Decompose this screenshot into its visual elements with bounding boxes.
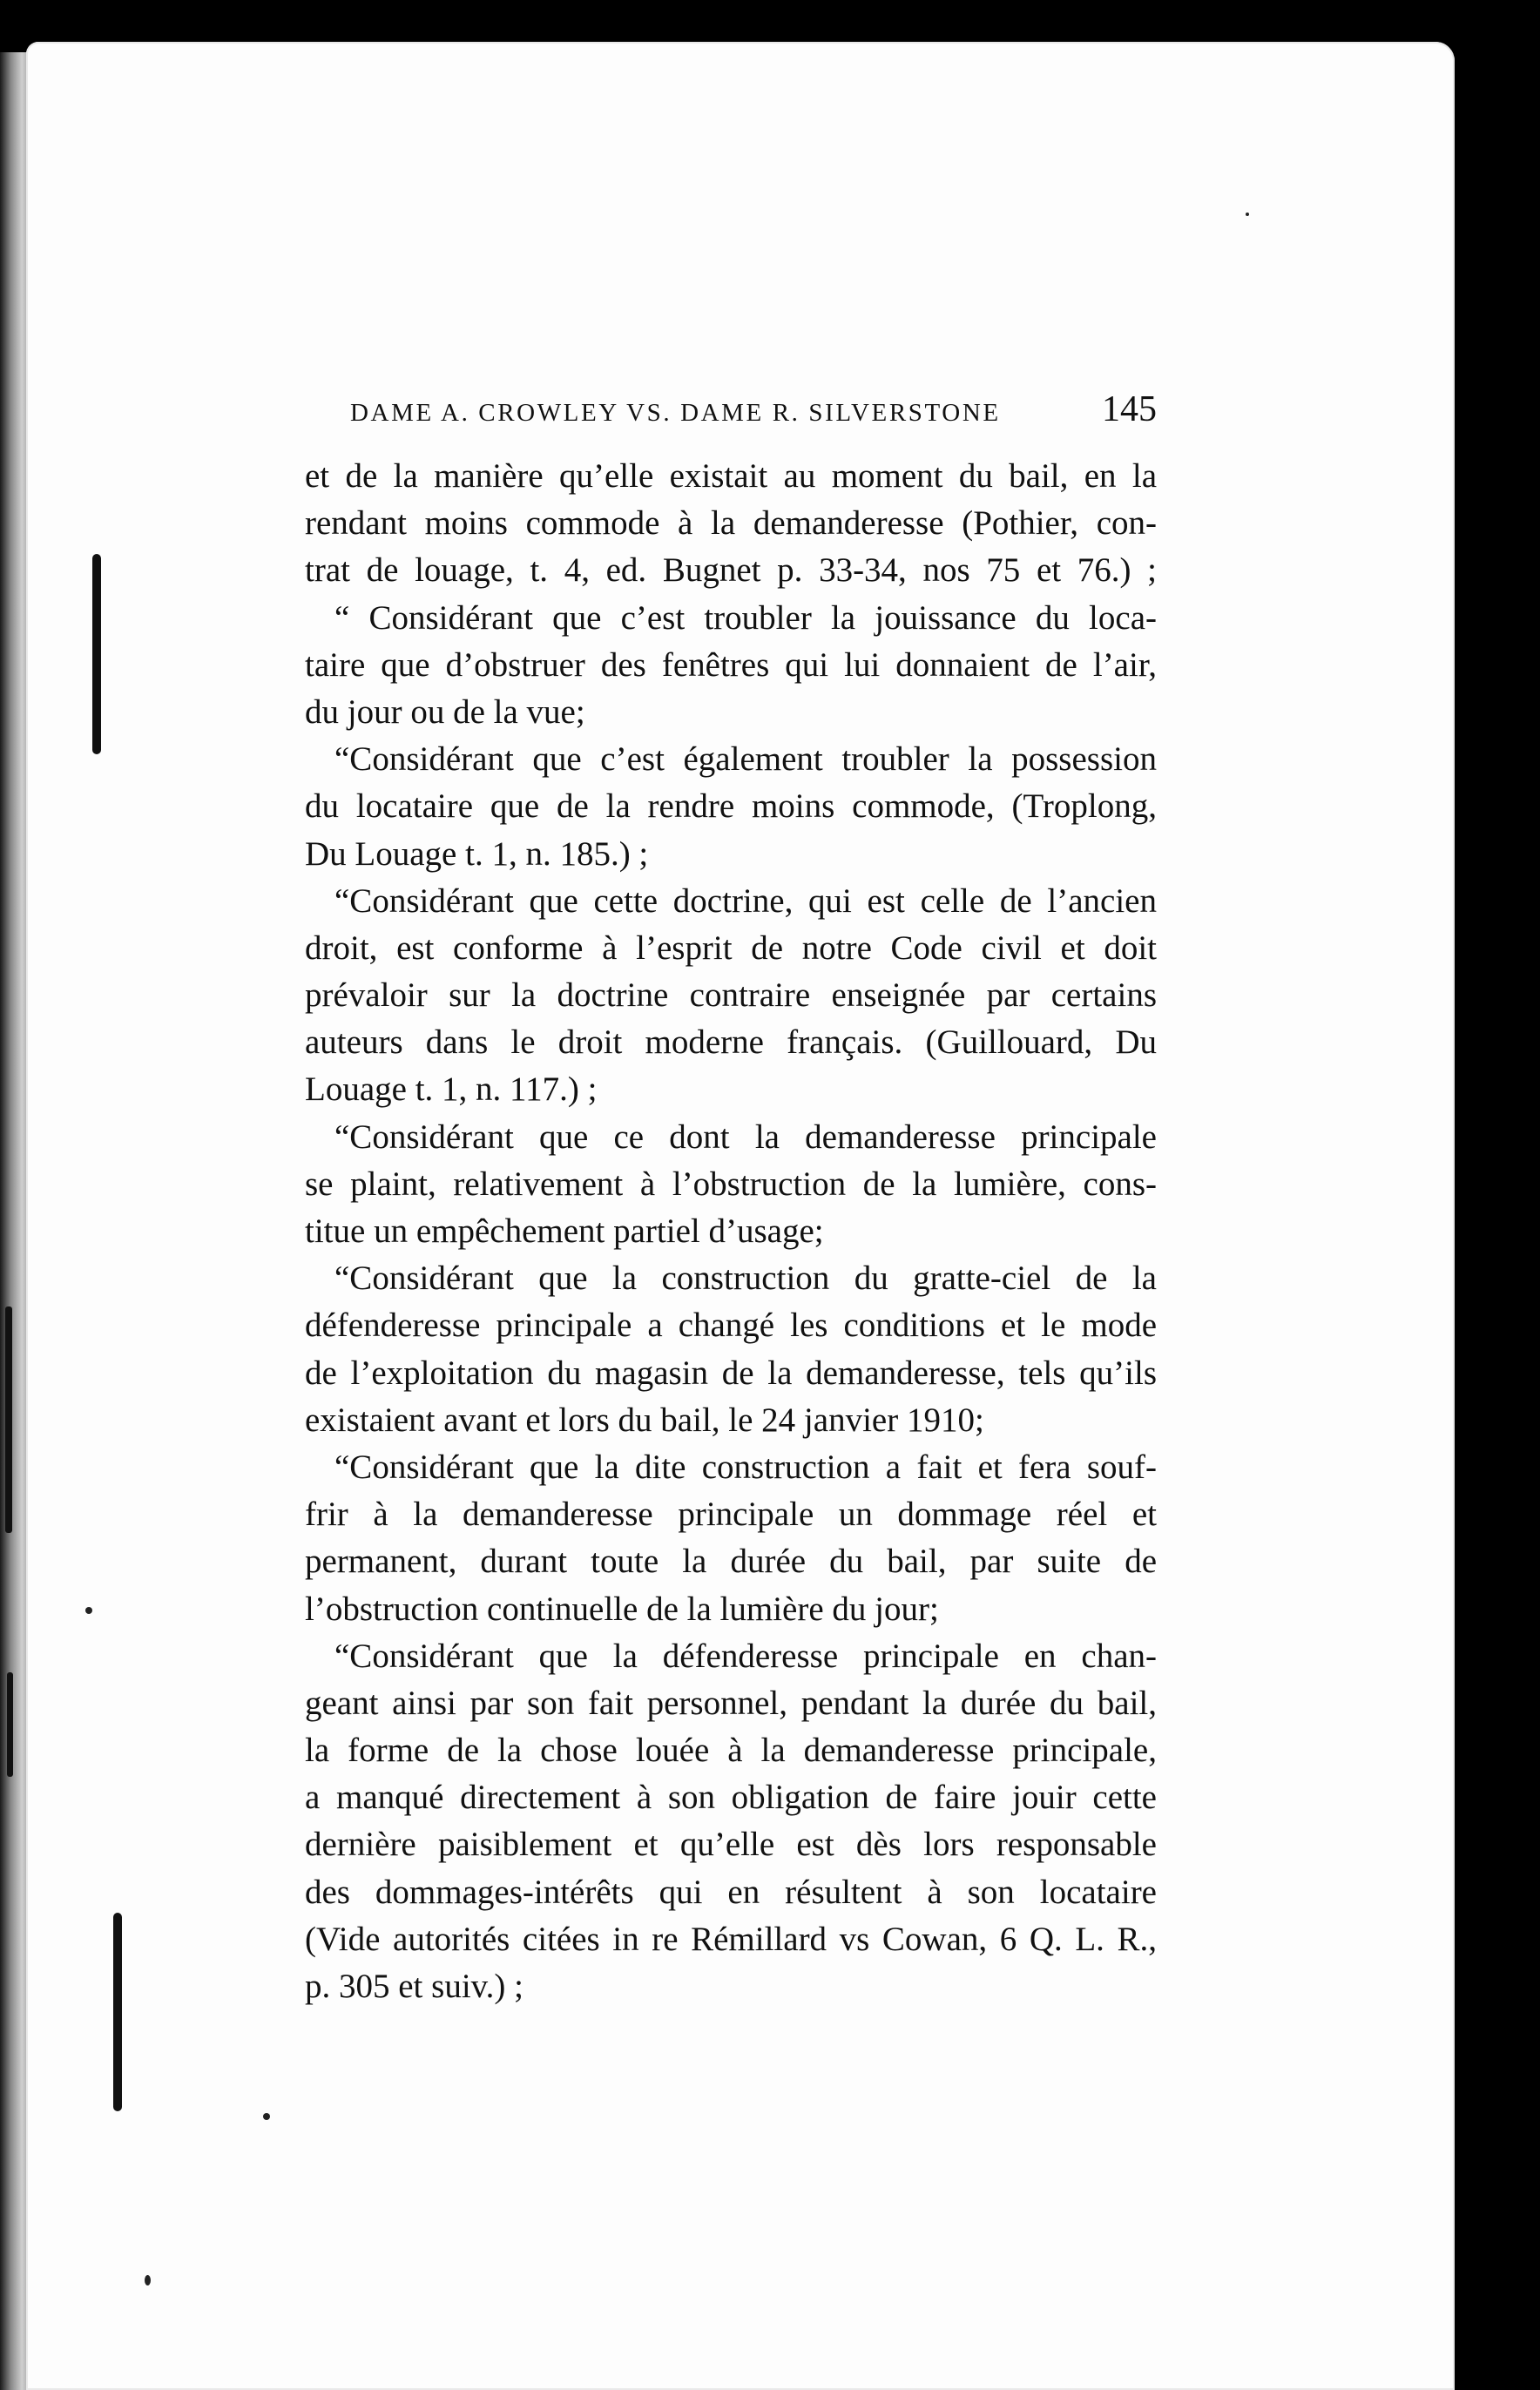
text-line: “ Considérant que c’est troubler la jouissance du loca- [334, 598, 1157, 637]
ink-speck [85, 1607, 92, 1614]
text-line: se plaint, relativement à l’obstruction de la lumière, cons- [305, 1165, 1157, 1203]
text-line: auteurs dans le droit moderne français. (Guillouard, Du [305, 1023, 1157, 1062]
text-line: a manqué directement à son obligation de faire jouir cette [305, 1779, 1157, 1817]
ink-speck [1246, 213, 1249, 216]
margin-rule [92, 554, 101, 754]
text-line: prévaloir sur la doctrine contraire enseignée par certains [305, 976, 1157, 1015]
ink-speck [263, 2113, 270, 2120]
text-line: la forme de la chose louée à la demanderesse principale, [305, 1732, 1157, 1770]
running-head: DAME A. CROWLEY VS. DAME R. SILVERSTONE [350, 399, 1001, 427]
text-line: l’obstruction continuelle de la lumière du jour; [305, 1590, 939, 1628]
text-line: des dommages-intérêts qui en résultent à son locataire [305, 1873, 1157, 1911]
text-line: “Considérant que cette doctrine, qui est celle de l’ancien [334, 881, 1157, 920]
text-line: droit, est conforme à l’esprit de notre Code civil et doit [305, 928, 1157, 967]
text-line: et de la manière qu’elle existait au moment du bail, en la [305, 457, 1157, 495]
text-line: “Considérant que la défenderesse principale en chan- [334, 1637, 1157, 1675]
body-text [305, 453, 1157, 2010]
text-line: “Considérant que ce dont la demanderesse principale [334, 1117, 1157, 1156]
text-line: de l’exploitation du magasin de la demanderesse, tels qu’ils [305, 1354, 1157, 1392]
page-header [350, 383, 1157, 444]
ink-speck [145, 2275, 151, 2285]
text-line: permanent, durant toute la durée du bail, par suite de [305, 1543, 1157, 1581]
text-line: (Vide autorités citées in re Rémillard vs Cowan, 6 Q. L. R., [305, 1920, 1157, 1958]
text-line: “Considérant que c’est également troubler la possession [334, 740, 1157, 779]
text-line: trat de louage, t. 4, ed. Bugnet p. 33-34, nos 75 et 76.) ; [305, 551, 1157, 590]
text-line: “Considérant que la construction du gratte-ciel de la [334, 1259, 1157, 1298]
text-line: Du Louage t. 1, n. 185.) ; [305, 834, 649, 873]
text-line: dernière paisiblement et qu’elle est dès lors responsable [305, 1826, 1157, 1864]
binding-mark [5, 1306, 12, 1533]
text-line: frir à la demanderesse principale un dommage réel et [305, 1495, 1157, 1534]
text-line: du jour ou de la vue; [305, 692, 585, 731]
page-number: 145 [1102, 389, 1157, 429]
binding-mark [7, 1672, 13, 1777]
text-line: défenderesse principale a changé les conditions et le mode [305, 1306, 1157, 1345]
text-line: du locataire que de la rendre moins commode, (Troplong, [305, 787, 1157, 826]
text-line: p. 305 et suiv.) ; [305, 1968, 523, 2005]
text-line: geant ainsi par son fait personnel, pendant la durée du bail, [305, 1684, 1157, 1722]
text-line: “Considérant que la dite construction a fait et fera souf- [334, 1448, 1157, 1486]
text-line: Louage t. 1, n. 117.) ; [305, 1070, 598, 1109]
text-line: existaient avant et lors du bail, le 24 janvier 1910; [305, 1401, 984, 1439]
text-line: taire que d’obstruer des fenêtres qui lui donnaient de l’air, [305, 645, 1157, 684]
margin-rule [113, 1913, 122, 2111]
text-line: rendant moins commode à la demanderesse (Pothier, con- [305, 504, 1157, 543]
text-line: titue un empêchement partiel d’usage; [305, 1212, 824, 1250]
